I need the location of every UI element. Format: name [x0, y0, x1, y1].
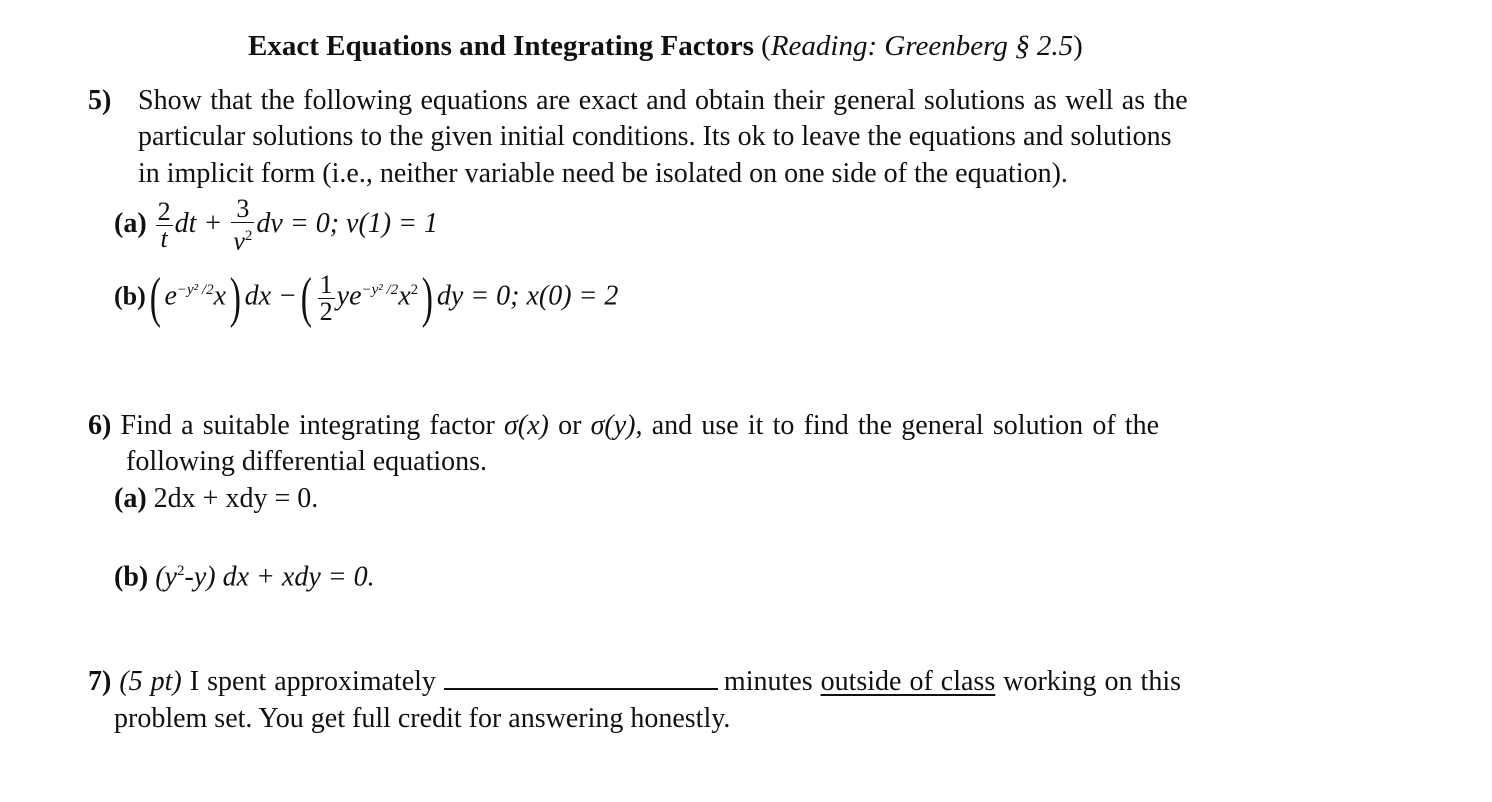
- q5-b-half: [318, 269, 335, 326]
- q5-b-x: x: [213, 280, 227, 312]
- q7-line1: [88, 663, 1181, 700]
- q5-a-label: (a): [114, 207, 147, 239]
- q5-b-paren-close-2: ): [421, 267, 434, 329]
- title-reading-open: (: [761, 30, 771, 62]
- page-title: [248, 30, 1083, 63]
- q6-line1: [88, 407, 1159, 444]
- q5-b-x2-exp: 2: [410, 282, 419, 299]
- q5-b-x2: x: [398, 280, 411, 312]
- q5-a-frac1-num: 2: [157, 196, 171, 226]
- q5-b-half-den: 2: [319, 296, 333, 326]
- q5-b-paren-open-1: (: [149, 267, 161, 329]
- q6-line1-pre: Find a suitable integrating factor: [120, 410, 495, 441]
- q5-b-paren-close-1: ): [229, 267, 241, 329]
- q7-number: 7): [88, 666, 112, 697]
- q7-pts: (5 pt): [119, 666, 182, 697]
- q5-b-e: e: [164, 280, 177, 312]
- q6-a-label: (a): [114, 483, 147, 514]
- q6-b: [114, 553, 375, 595]
- title-main: Exact Equations and Integrating Factors: [248, 30, 754, 62]
- q5-a-frac2-den-v: v: [233, 226, 245, 256]
- q5-a-equation: [114, 196, 438, 255]
- q5-a-frac2-den: [231, 223, 254, 255]
- q6-b-eq-exp: 2: [177, 563, 185, 579]
- q6-a: [114, 480, 318, 517]
- q5-b-half-num: 1: [319, 269, 333, 299]
- q6-line2: following differential equations.: [126, 446, 488, 477]
- q7-line1-mid: minutes: [723, 666, 813, 697]
- q5-a-frac1-den: t: [160, 223, 168, 253]
- q5-line3: in implicit form (i.e., neither variable need be isolated on one side of the equation).: [138, 158, 1068, 189]
- q5-b-exp2: −y² /2: [361, 282, 399, 299]
- q6-b-label: (b): [114, 561, 149, 593]
- q7-line2: problem set. You get full credit for answering honestly.: [114, 703, 731, 734]
- q5-b-dx-minus: dx −: [244, 280, 297, 312]
- q5-b-rest: dy = 0; x(0) = 2: [436, 280, 619, 312]
- q5-line1: Show that the following equations are exact and obtain their general solutions as well as the: [138, 85, 1188, 116]
- q6-b-eq-pre: (y: [155, 561, 177, 593]
- q5-a-frac2-den-exp: 2: [244, 228, 253, 244]
- q5-a-frac2-num: 3: [231, 196, 254, 223]
- q6-number: 6): [88, 410, 112, 441]
- q6-sigma-y: σ(y),: [590, 410, 643, 441]
- q5-a-rest: dv = 0; v(1) = 1: [256, 207, 439, 239]
- q5-line2: particular solutions to the given initial conditions. Its ok to leave the equations and solutions: [138, 121, 1172, 152]
- q7-minutes-blank[interactable]: [444, 666, 718, 690]
- q5-a-frac-3-over-v2: [231, 196, 254, 255]
- q5-number: 5): [88, 85, 112, 116]
- q5-a-frac-2-over-t: [156, 196, 173, 253]
- q5-b-exp: −y² /2: [176, 282, 214, 299]
- q5-b-ye: ye: [336, 280, 362, 312]
- q5-b-label: (b): [114, 281, 146, 311]
- q7-line1-pre: I spent approximately: [189, 666, 436, 697]
- q7-line1-post: working on this: [1003, 666, 1182, 697]
- q7-underlined: outside of class: [820, 666, 996, 697]
- q6-or: or: [558, 410, 582, 441]
- q5-b-paren-open-2: (: [300, 267, 312, 329]
- q5-b-equation: [114, 267, 619, 329]
- q6-line1-post: and use it to find the general solution of the: [651, 410, 1160, 441]
- title-reading: Reading: Greenberg § 2.5: [770, 30, 1074, 62]
- q5-a-dt-plus: dt +: [174, 207, 223, 239]
- q6-sigma-x: σ(x): [503, 410, 549, 441]
- q6-a-eq: 2dx + xdy = 0.: [153, 483, 319, 514]
- title-reading-close: ): [1073, 30, 1083, 62]
- q6-b-eq-post: -y) dx + xdy = 0.: [184, 561, 375, 593]
